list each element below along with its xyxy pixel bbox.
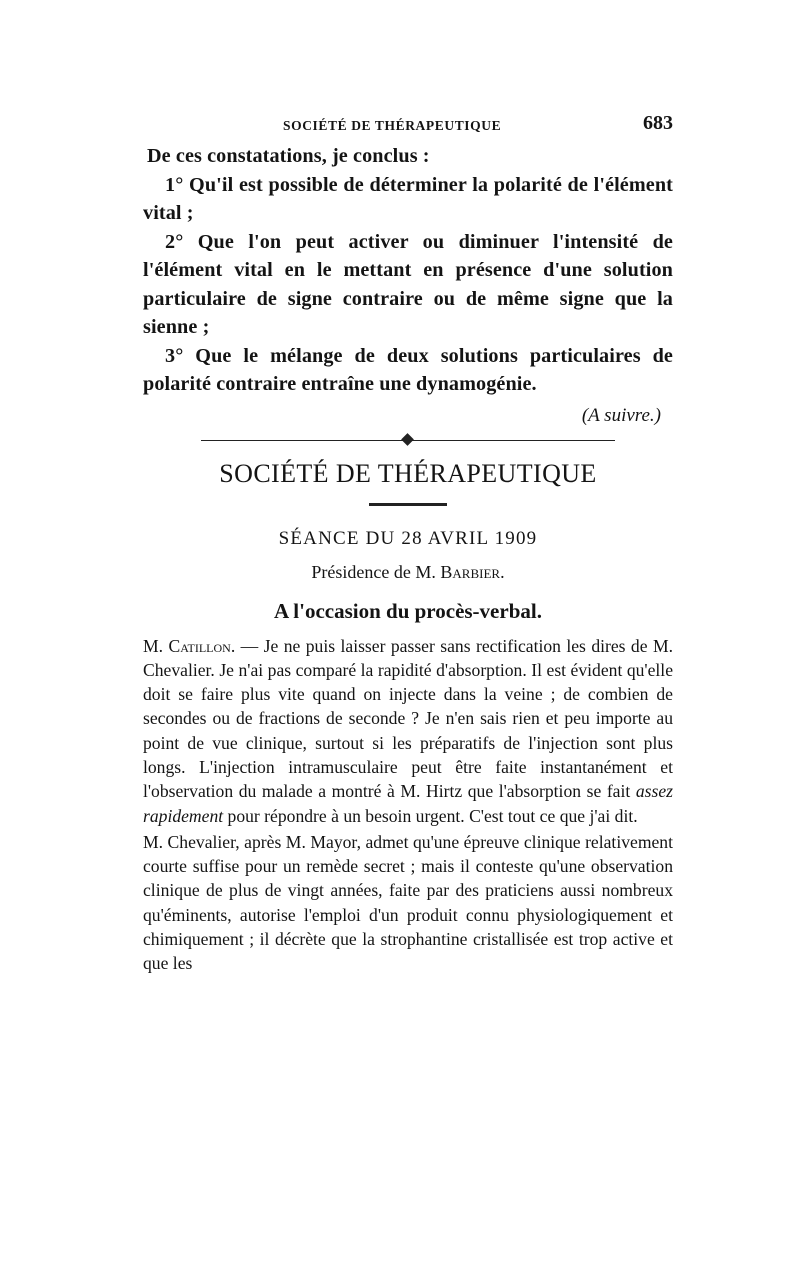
paragraph-catillon-text-b: pour répondre à un besoin urgent. C'est tout ce que j'ai dit. bbox=[223, 805, 638, 826]
title-rule bbox=[369, 503, 447, 506]
paragraph-catillon-text-a: — Je ne puis laisser passer sans rectification les dires de M. Chevalier. Je n'ai pas comparé la rapidité d'absorption. Il est évident qu'elle doit se faire plus vite quand on injecte dans la veine ; de combien de secondes ou de fractions de seconde ? Je n'en sais rien et peu importe au point de vue clinique, surtout si les préparatifs de l'injection sont plus longs. L'injection intramusculaire peut être faite instantanément et l'observation du malade a montré à M. Hirtz que l'absorption se fait bbox=[143, 635, 673, 802]
president-name: Barbier. bbox=[440, 561, 505, 582]
paragraph-chevalier: M. Chevalier, après M. Mayor, admet qu'une épreuve clinique relativement courte suffise pour un remède secret ; mais il conteste qu'une observation clinique de plus de vingt années, faite par des praticiens aussi nombreux qu'éminents, autorise l'emploi d'un produit connu physiologiquement et chimiquement ; il décrète que la strophantine cristallisée est trop active et que les bbox=[143, 831, 673, 974]
conclusion-item-1: 1° Qu'il est possible de déterminer la polarité de l'élément vital ; bbox=[143, 173, 673, 224]
divider-diamond-icon bbox=[401, 433, 414, 446]
conclusion-item-2: 2° Que l'on peut activer ou diminuer l'intensité de l'élément vital en le mettant en présence d'une solution particulaire de signe contraire ou de même signe que la sienne ; bbox=[143, 230, 673, 338]
to-be-continued: (A suivre.) bbox=[581, 404, 661, 426]
section-divider bbox=[143, 429, 673, 453]
subheading: A l'occasion du procès-verbal. bbox=[274, 598, 542, 623]
body-text bbox=[143, 634, 673, 976]
page-number: 683 bbox=[643, 112, 673, 134]
intro-lead: De ces constatations, je conclus : bbox=[147, 145, 430, 167]
document-page bbox=[143, 112, 673, 976]
running-header bbox=[143, 112, 673, 142]
seance-date: SÉANCE DU 28 AVRIL 1909 bbox=[278, 527, 538, 549]
presidence-line bbox=[143, 562, 673, 583]
intro-conclusions bbox=[143, 142, 673, 427]
speaker-catillon: M. Catillon. bbox=[143, 635, 236, 656]
conclusion-item-3: 3° Que le mélange de deux solutions particulaires de polarité contraire entraîne une dynamogénie. bbox=[143, 344, 673, 395]
paragraph-catillon bbox=[143, 634, 673, 828]
paragraph-catillon-italic: assez rapidement bbox=[143, 781, 673, 826]
presidence-prefix: Présidence de M. bbox=[311, 561, 441, 582]
section-title: SOCIÉTÉ DE THÉRAPEUTIQUE bbox=[219, 458, 597, 488]
running-title: SOCIÉTÉ DE THÉRAPEUTIQUE bbox=[283, 118, 502, 133]
